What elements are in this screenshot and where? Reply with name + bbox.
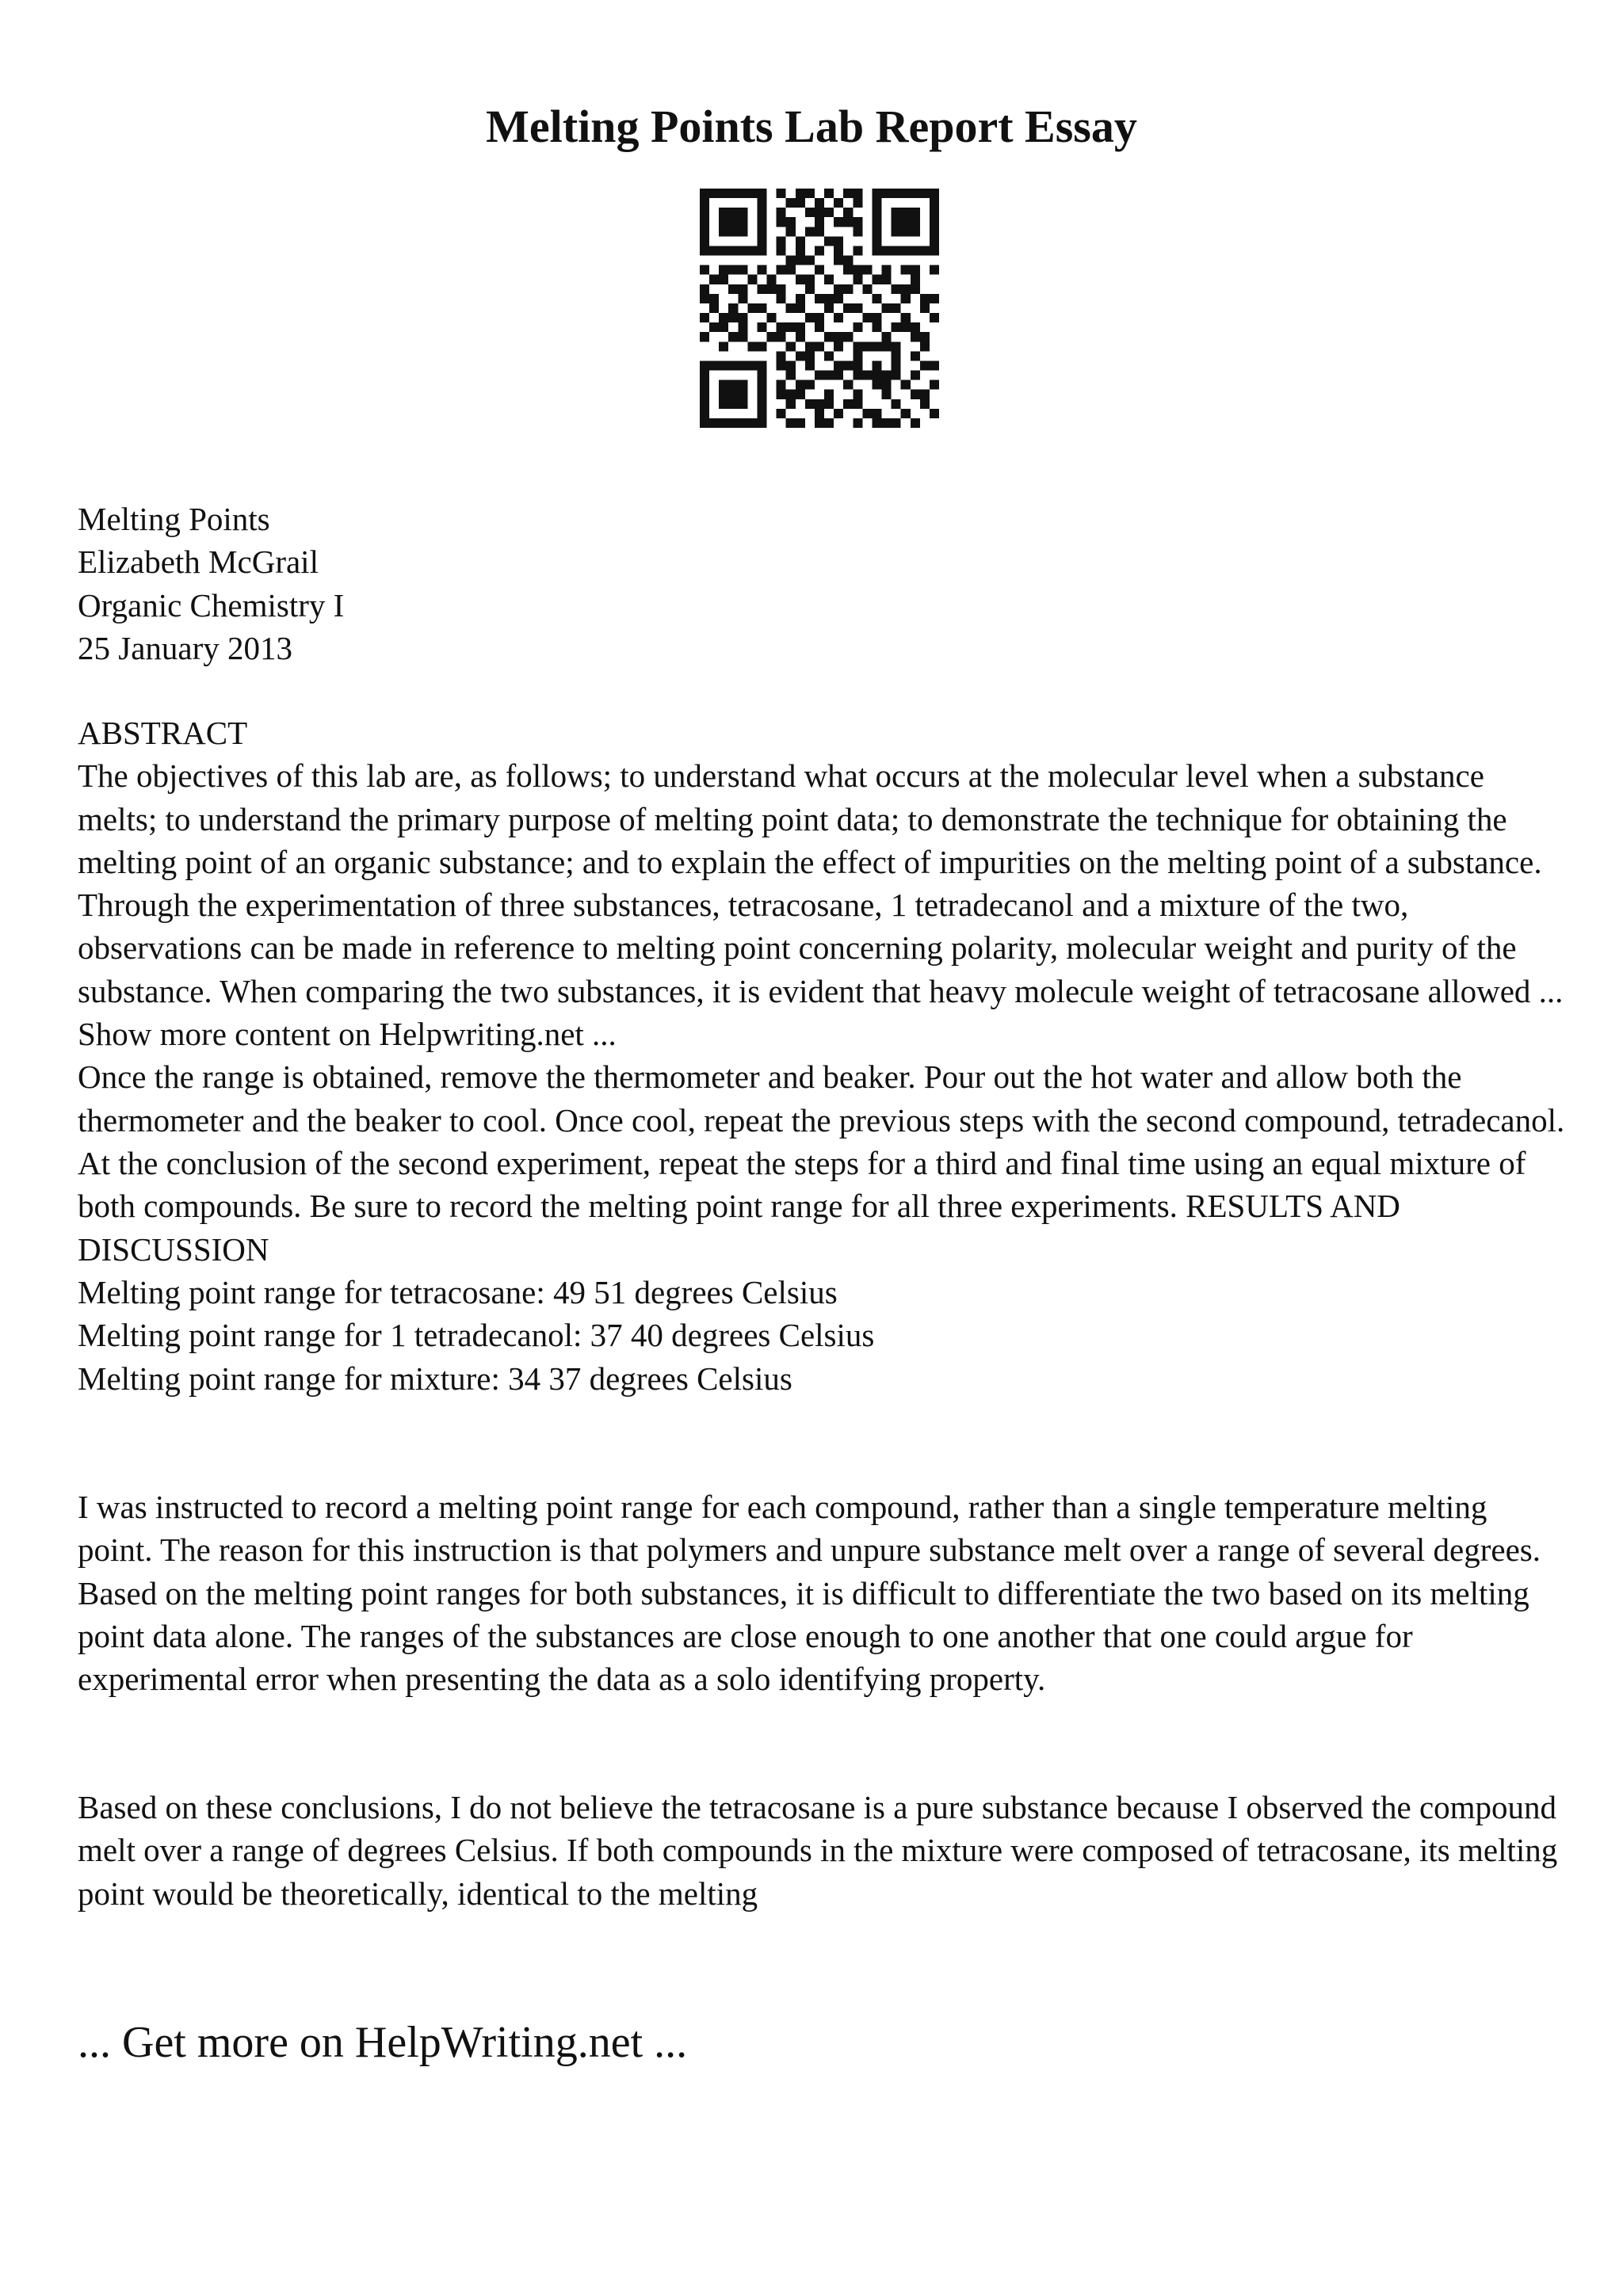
course-name: Organic Chemistry I <box>78 586 345 624</box>
discussion-section-1 <box>78 1486 1568 1700</box>
procedure-paragraph: Once the range is obtained, remove the thermometer and beaker. Pour out the hot water and allow both the thermometer and the beaker to cool. Once cool, repeat the previous steps with the second compound, tetradecanol. At the conclusion of the second experiment, repeat the steps for a third and final time using an equal mixture of both compounds. Be sure to record the melting point range for all three experiments. RESULTS AND DISCUSSION <box>78 1058 1565 1268</box>
conclusion-paragraph: Based on these conclusions, I do not believe the tetracosane is a pure substance because I observed the compound melt over a range of degrees Celsius. If both compounds in the mixture were composed of tetracosane, its melting point would be theoretically, identical to the melting <box>78 1789 1558 1912</box>
abstract-section <box>78 711 1568 1271</box>
report-title: Melting Points <box>78 501 270 537</box>
abstract-paragraph: The objectives of this lab are, as follows; to understand what occurs at the molecular level when a substance melts; to understand the primary purpose of melting point data; to demonstrate the technique for obtaining the melting point of an organic substance; and to explain the effect of impurities on the melting point of a substance. Through the experimentation of three substances, tetracosane, 1 tetradecanol and a mixture of the two, observations can be made in reference to melting point concerning polarity, molecular weight and purity of the substance. When comparing the two substances, it is evident that heavy molecule weight of tetracosane allowed ... Show more content on Helpwriting.net ... <box>78 757 1564 1053</box>
result-line-tetradecanol: Melting point range for 1 tetradecanol: 37 40 degrees Celsius <box>78 1317 875 1354</box>
qr-code-icon <box>700 189 939 428</box>
document-title: Melting Points Lab Report Essay <box>486 101 1137 152</box>
report-date: 25 January 2013 <box>78 629 293 666</box>
get-more-link[interactable]: ... Get more on HelpWriting.net ... <box>78 2018 688 2067</box>
abstract-heading: ABSTRACT <box>78 715 248 751</box>
discussion-section-2 <box>78 1786 1568 1915</box>
results-list <box>78 1271 1568 1400</box>
author-name: Elizabeth McGrail <box>78 543 319 581</box>
result-line-tetracosane: Melting point range for tetracosane: 49 51 degrees Celsius <box>78 1274 838 1310</box>
result-line-mixture: Melting point range for mixture: 34 37 degrees Celsius <box>78 1360 792 1397</box>
document-header-block <box>78 498 1568 669</box>
discussion-paragraph: I was instructed to record a melting point range for each compound, rather than a single temperature melting point. The reason for this instruction is that polymers and unpure substance melt over a range of several degrees. Based on the melting point ranges for both substances, it is difficult to differentiate the two based on its melting point data alone. The ranges of the substances are close enough to one another that one could argue for experimental error when presenting the data as a solo identifying property. <box>78 1489 1541 1698</box>
